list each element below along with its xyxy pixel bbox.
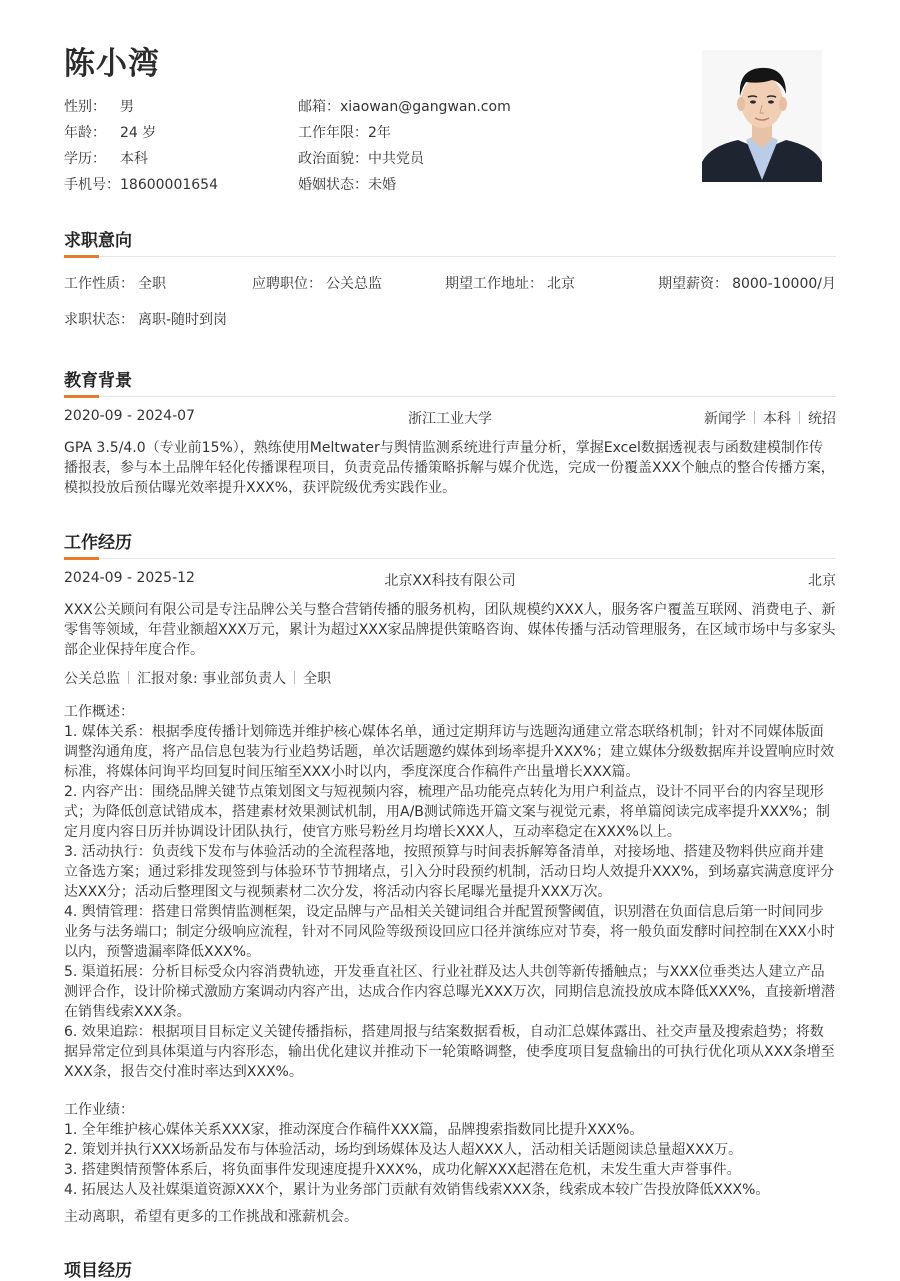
work-section-title: 工作经历 <box>64 533 132 553</box>
list-item: 2. 策划并执行XXX场新品发布与体验活动，场均到场媒体及达人超XXX人，活动相关话题阅读总量超XXX万。 <box>64 1142 743 1158</box>
field-label: 婚姻状态： <box>298 177 368 193</box>
leave-reason: 主动离职，希望有更多的工作挑战和涨薪机会。 <box>64 1209 358 1225</box>
field-label: 期望薪资： <box>658 276 729 292</box>
education-description: GPA 3.5/4.0（专业前15%），熟练使用Meltwater与舆情监测系统进行声量分析，掌握Excel数据透视表与函数建模制作传播报表，参与本土品牌年轻化传播课程项目，负责竞品传播策略拆解与媒介优选，完成一份覆盖XXX个触点的整合传播方案，模拟投放后预估曝光效率提升XXX%，获评院级优秀实践作业。 <box>64 440 835 496</box>
field-value: 公关总监 <box>326 276 382 292</box>
work-city: 北京 <box>808 573 836 589</box>
role-tags <box>64 668 331 688</box>
candidate-name: 陈小湾 <box>64 46 160 82</box>
field-value: 24 岁 <box>120 125 157 141</box>
list-item: 2. 内容产出：围绕品牌关键节点策划图文与短视频内容，梳理产品功能亮点转化为用户利益点，设计不同平台的内容呈现形式；为降低创意试错成本，搭建素材效果测试机制，用A/B测试筛选开篇文案与视觉元素，将单篇阅读完成率提升XXX%；制定月度内容日历并协调设计团队执行，使官方账号粉丝月均增长XXX人，互动率稳定在XXX%以上。 <box>64 784 830 840</box>
marital-status-field <box>298 174 396 194</box>
company-name: 北京XX科技有限公司 <box>384 573 516 589</box>
field-value: 未婚 <box>368 177 396 193</box>
tag-separator <box>128 671 129 684</box>
field-label: 期望工作地址： <box>445 276 543 292</box>
education-tags <box>704 408 836 428</box>
report-to: 汇报对象: 事业部负责人 <box>137 671 287 687</box>
major: 新闻学 <box>704 411 746 427</box>
overview-title: 工作概述： <box>64 704 134 720</box>
location-field <box>445 273 575 293</box>
section-accent <box>64 557 99 560</box>
avatar <box>702 50 822 182</box>
field-value: 2年 <box>368 125 391 141</box>
education-level-field <box>64 148 148 168</box>
field-value: 全职 <box>138 276 166 292</box>
list-item: 4. 拓展达人及社媒渠道资源XXX个，累计为业务部门贡献有效销售线索XXX条，线索成本较广告投放降低XXX%。 <box>64 1182 770 1198</box>
salary-field <box>658 273 836 293</box>
list-item: 1. 全年维护核心媒体关系XXX家，推动深度合作稿件XXX篇，品牌搜索指数同比提升XXX%。 <box>64 1122 644 1138</box>
field-label: 应聘职位： <box>252 276 322 292</box>
work-achievements <box>64 1100 836 1200</box>
gender-field <box>64 96 134 116</box>
school-name: 浙江工业大学 <box>408 411 492 427</box>
employment-type: 全职 <box>303 671 332 687</box>
field-value: 8000-10000/月 <box>732 276 836 292</box>
field-label: 工作年限： <box>298 125 368 141</box>
section-divider <box>64 396 836 397</box>
work-overview <box>64 702 836 1082</box>
degree: 本科 <box>763 411 791 427</box>
political-status-field <box>298 148 424 168</box>
list-item: 1. 媒体关系：根据季度传播计划筛选并维护核心媒体名单，通过定期拜访与选题沟通建立常态联络机制；针对不同媒体版面调整沟通角度，将产品信息包装为行业趋势话题，单次话题邀约媒体到场率提升XXX%；建立媒体分级数据库并设置响应时效标准，将媒体问询平均回复时间压缩至XXX小时以内，季度深度合作稿件产出量增长XXX篇。 <box>64 724 835 780</box>
education-period: 2020-09 - 2024-07 <box>64 408 195 424</box>
tag-separator <box>754 411 755 424</box>
field-value: 北京 <box>547 276 575 292</box>
job-type-field <box>64 273 166 293</box>
project-section-title: 项目经历 <box>64 1261 132 1281</box>
age-field <box>64 122 156 142</box>
tag-separator <box>294 671 295 684</box>
achievements-list <box>64 1120 836 1200</box>
list-item: 3. 搭建舆情预警体系后，将负面事件发现速度提升XXX%，成功化解XXX起潜在危机，未发生重大声誉事件。 <box>64 1162 741 1178</box>
field-value: 男 <box>120 99 134 115</box>
overview-list <box>64 722 836 1082</box>
section-divider <box>64 558 836 559</box>
field-value: 18600001654 <box>120 177 218 193</box>
work-years-field <box>298 122 391 142</box>
work-period: 2024-09 - 2025-12 <box>64 570 195 586</box>
list-item: 6. 效果追踪：根据项目目标定义关键传播指标，搭建周报与结案数据看板，自动汇总媒体露出、社交声量及搜索趋势；将数据异常定位到具体渠道与内容形态，输出优化建议并推动下一轮策略调整，使季度项目复盘输出的可执行优化项从XXX条增至XXX条，报告交付准时率达到XXX%。 <box>64 1024 835 1080</box>
field-label: 求职状态： <box>64 312 134 328</box>
field-label: 工作性质： <box>64 276 134 292</box>
intent-section-title: 求职意向 <box>64 231 132 251</box>
field-value: 本科 <box>120 151 148 167</box>
field-label: 邮箱： <box>298 99 340 115</box>
field-label: 手机号： <box>64 177 120 193</box>
portrait-image <box>702 50 822 182</box>
section-divider <box>64 256 836 257</box>
list-item: 3. 活动执行：负责线下发布与体验活动的全流程落地，按照预算与时间表拆解筹备清单，对接场地、搭建及物料供应商并建立备选方案；通过彩排发现签到与体验环节节拥堵点，引入分时段预约机制，活动日均人效提升XXX%，到场嘉宾满意度评分达XXX分；活动后整理图文与视频素材二次分发，将活动内容长尾曝光量提升XXX万次。 <box>64 844 835 900</box>
company-description: XXX公关顾问有限公司是专注品牌公关与整合营销传播的服务机构，团队规模约XXX人，服务客户覆盖互联网、消费电子、新零售等领域，年营业额超XXX万元，累计为超过XXX家品牌提供策略咨询、媒体传播与活动管理服务，在区域市场中与多家头部企业保持年度合作。 <box>64 602 836 658</box>
job-role: 公关总监 <box>64 671 120 687</box>
enrollment-type: 统招 <box>808 411 836 427</box>
tag-separator <box>799 411 800 424</box>
job-status-field <box>64 309 227 329</box>
field-label: 性别： <box>64 99 106 115</box>
section-accent <box>64 255 99 258</box>
field-value: 离职-随时到岗 <box>138 312 228 328</box>
section-accent <box>64 395 99 398</box>
field-label: 政治面貌： <box>298 151 368 167</box>
position-field <box>252 273 382 293</box>
field-label: 年龄： <box>64 125 106 141</box>
achievements-title: 工作业绩： <box>64 1102 134 1118</box>
list-item: 5. 渠道拓展：分析目标受众内容消费轨迹，开发垂直社区、行业社群及达人共创等新传播触点；与XXX位垂类达人建立产品测评合作，设计阶梯式激励方案调动内容产出，达成合作内容总曝光XXX万次，同期信息流投放成本降低XXX%，直接新增潜在销售线索XXX条。 <box>64 964 835 1020</box>
email-field <box>298 96 511 116</box>
field-value: 中共党员 <box>368 151 424 167</box>
field-value: xiaowan@gangwan.com <box>340 99 511 115</box>
list-item: 4. 舆情管理：搭建日常舆情监测框架，设定品牌与产品相关关键词组合并配置预警阈值，识别潜在负面信息后第一时间同步业务与法务端口；制定分级响应流程，针对不同风险等级预设回应口径并演练应对节奏，将一般负面发酵时间控制在XXX小时以内，预警遗漏率降低XXX%。 <box>64 904 835 960</box>
phone-field <box>64 174 218 194</box>
field-label: 学历： <box>64 151 106 167</box>
education-section-title: 教育背景 <box>64 371 132 391</box>
